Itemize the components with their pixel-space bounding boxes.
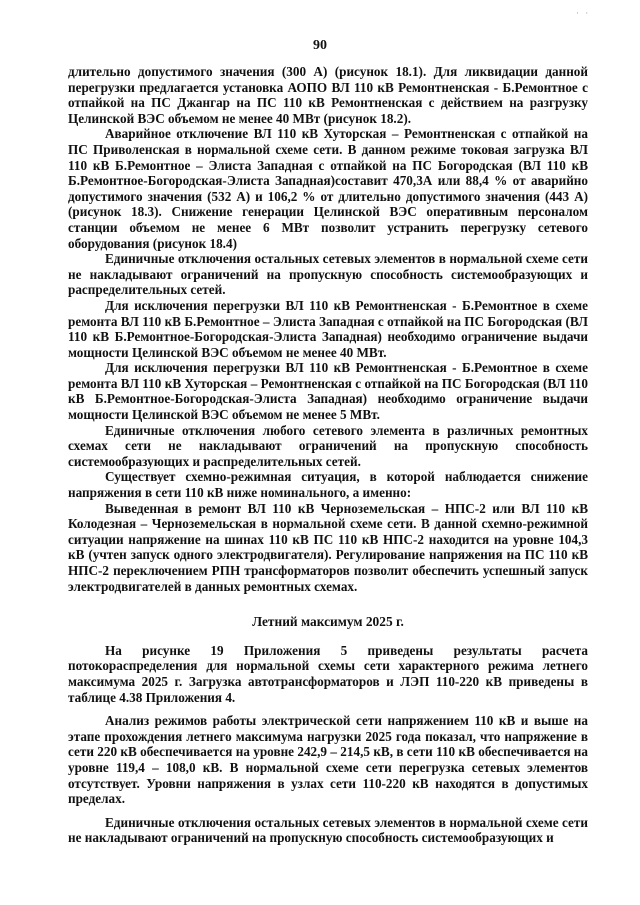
paragraph-9: На рисунке 19 Приложения 5 приведены результаты расчета потокораспределения для нормальной схемы сети характерного режима летнего максимума 2025 г. Загрузка автотрансформаторов и ЛЭП 110-220 кВ приведены в таблице 4.38 Приложения 4. [68, 642, 588, 705]
paragraph-11: Единичные отключения остальных сетевых элементов в нормальной схеме сети не накладывают ограничений на пропускную способность системообразующих и [68, 814, 588, 846]
paragraph-5: Для исключения перегрузки ВЛ 110 кВ Ремонтненская - Б.Ремонтное в схеме ремонта ВЛ 110 кВ Хуторская – Ремонтненская с отпайкой на ПС Богородская (ВЛ 110 кВ Б.Ремонтное-Богородская-Элиста Западная) необходимо ограничение выдачи мощности Целинской ВЭС объемом не менее 5 МВт. [68, 360, 588, 423]
paragraph-7: Существует схемно-режимная ситуация, в которой наблюдается снижение напряжения в сети 110 кВ ниже номинального, а именно: [68, 469, 588, 501]
paragraph-4: Для исключения перегрузки ВЛ 110 кВ Ремонтненская - Б.Ремонтное в схеме ремонта ВЛ 110 кВ Б.Ремонтное – Элиста Западная с отпайкой на ПС Богородская (ВЛ 110 кВ Б.Ремонтное-Богородская-Элиста Западная) необходимо ограничение выдачи мощности Целинской ВЭС объемом не менее 40 МВт. [68, 297, 588, 360]
paragraph-6: Единичные отключения любого сетевого элемента в различных ремонтных схемах сети не накладывают ограничений на пропускную способность системообразующих и распределительных сетей. [68, 422, 588, 469]
document-body [68, 64, 588, 846]
paragraph-3: Единичные отключения остальных сетевых элементов в нормальной схеме сети не накладывают ограничений на пропускную способность системообразующих и распределительных сетей. [68, 251, 588, 298]
scan-corner-mark: · · [576, 8, 591, 18]
paragraph-1: длительно допустимого значения (300 А) (рисунок 18.1). Для ликвидации данной перегрузки предлагается установка АОПО ВЛ 110 кВ Ремонтненская - Б.Ремонтное с отпайкой на ПС Джангар на ПС 110 кВ Ремонтненская с действием на разгрузку Целинской ВЭС объемом не менее 40 МВт (рисунок 18.2). [68, 64, 588, 126]
paragraph-8: Выведенная в ремонт ВЛ 110 кВ Черноземельская – НПС-2 или ВЛ 110 кВ Колодезная – Черноземельская в нормальной схеме сети. В данной схемно-режимной ситуации напряжение на шинах 110 кВ ПС 110 кВ НПС-2 находится на уровне 104,3 кВ (учтен запуск одного электродвигателя). Регулирование напряжения на ПС 110 кВ НПС-2 переключением РПН трансформаторов позволит обеспечить успешный запуск электродвигателей в данных ремонтных схемах. [68, 500, 588, 594]
paragraph-10: Анализ режимов работы электрической сети напряжением 110 кВ и выше на этапе прохождения летнего максимума нагрузки 2025 года показал, что напряжение в сети 220 кВ обеспечивается на уровне 242,9 – 214,5 кВ, в сети 110 кВ обеспечивается на уровне 119,4 – 108,0 кВ. В нормальной схеме сети перегрузка сетевых элементов отсутствует. Уровни напряжения в узлах сети 110-220 кВ находятся в допустимых пределах. [68, 713, 588, 807]
section-heading: Летний максимум 2025 г. [252, 614, 404, 630]
paragraph-2: Аварийное отключение ВЛ 110 кВ Хуторская – Ремонтненская с отпайкой на ПС Приволенская в нормальной схеме сети. В данном режиме токовая загрузка ВЛ 110 кВ Б.Ремонтное – Элиста Западная с отпайкой на ПС Богородская (ВЛ 110 кВ Б.Ремонтное-Богородская-Элиста Западная)составит 470,3А или 88,4 % от аварийно допустимого значения (532 А) и 106,2 % от длительно допустимого значения (443 А) (рисунок 18.3). Снижение генерации Целинской ВЭС оперативным персоналом станции объемом не менее 6 МВт позволит устранить перегрузку сетевого оборудования (рисунок 18.4) [68, 126, 588, 251]
page-number: 90 [313, 38, 327, 53]
